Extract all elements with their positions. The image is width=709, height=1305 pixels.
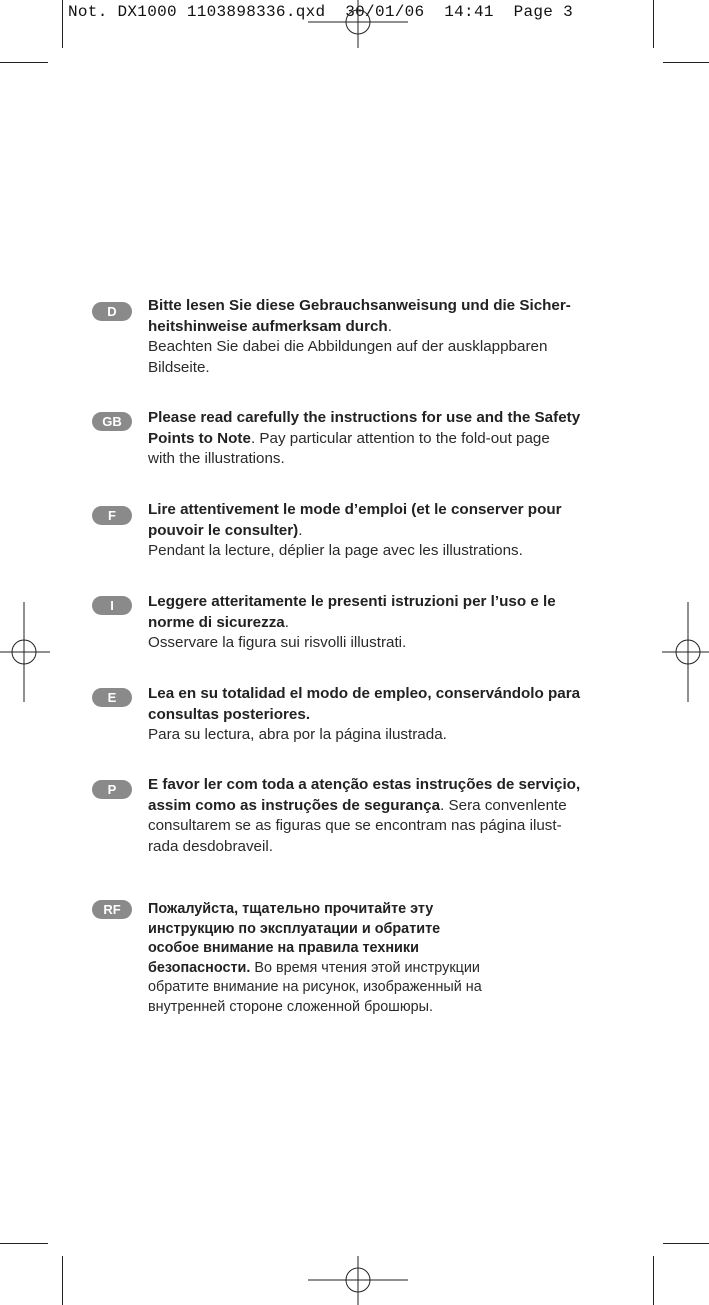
text-tail: . xyxy=(387,317,392,335)
instruction-text xyxy=(148,296,618,378)
bold-line: Lea en su totalidad el modo de empleo, conservándolo para xyxy=(148,685,581,702)
instruction-text xyxy=(148,592,618,654)
bold-line: consultas posteriores. xyxy=(148,705,311,723)
text-tail: . xyxy=(284,613,289,631)
bold-line: безопасности. xyxy=(148,959,251,976)
text-line: rada desdobraveil. xyxy=(148,837,273,855)
bold-line: E favor ler com toda a atenção estas instruções de serviçio, xyxy=(148,776,581,793)
bold-line: инструкцию по эксплуатации и обратите xyxy=(148,920,441,937)
text-line: consultarem se as figuras que se encontram nas página ilust- xyxy=(148,817,562,834)
bold-line: norme di sicurezza xyxy=(148,613,285,631)
crop-mark xyxy=(0,62,48,63)
bold-line: Leggere atteritamente le presenti istruzioni per l’uso e le xyxy=(148,593,556,610)
crop-mark xyxy=(653,0,654,48)
bold-line: особое внимание на правила техники xyxy=(148,940,419,956)
text-line: Beachten Sie dabei die Abbildungen auf der ausklappbaren xyxy=(148,338,548,355)
language-badge: E xyxy=(92,688,132,707)
text-line: Osservare la figura sui risvolli illustrati. xyxy=(148,634,407,651)
crop-mark xyxy=(62,1256,63,1305)
crop-mark xyxy=(0,1243,48,1244)
instruction-text xyxy=(148,900,618,1017)
language-badge: F xyxy=(92,506,132,525)
instruction-text xyxy=(148,408,618,470)
registration-mark-left xyxy=(0,602,50,702)
crop-mark xyxy=(663,62,709,63)
instruction-text xyxy=(148,500,618,562)
bold-line: Please read carefully the instructions for use and the Safety xyxy=(148,409,581,426)
language-badge: P xyxy=(92,780,132,799)
bold-line: heitshinweise aufmerksam durch xyxy=(148,317,388,335)
language-badge: I xyxy=(92,596,132,615)
bold-line: assim como as instruções de segurança xyxy=(148,796,441,814)
registration-mark-right xyxy=(662,602,709,702)
crop-mark xyxy=(653,1256,654,1305)
instruction-text xyxy=(148,775,618,857)
language-badge: GB xyxy=(92,412,132,431)
bold-line: Points to Note xyxy=(148,429,251,447)
bold-line: Bitte lesen Sie diese Gebrauchsanweisung und die Sicher- xyxy=(148,297,571,314)
bold-line: Пожалуйста, тщательно прочитайте эту xyxy=(148,901,434,917)
text-line: Pendant la lecture, déplier la page avec les illustrations. xyxy=(148,542,523,559)
crop-mark xyxy=(62,0,63,48)
text-line: обратите внимание на рисунок, изображенный на xyxy=(148,979,482,995)
language-badge: D xyxy=(92,302,132,321)
text-tail: . Pay particular attention to the fold-out page xyxy=(250,429,550,447)
bold-line: Lire attentivement le mode d’emploi (et le conserver pour xyxy=(148,501,562,518)
text-line: with the illustrations. xyxy=(148,450,285,467)
instruction-text xyxy=(148,684,618,746)
text-line: Para su lectura, abra por la página ilustrada. xyxy=(148,726,447,743)
text-line: Bildseite. xyxy=(148,358,210,376)
text-tail: . xyxy=(298,521,303,539)
text-tail: . Sera convenlente xyxy=(440,796,567,814)
bold-line: pouvoir le consulter) xyxy=(148,521,299,539)
language-badge: RF xyxy=(92,900,132,919)
text-tail: Во время чтения этой инструкции xyxy=(250,959,480,976)
registration-mark-top xyxy=(308,0,408,50)
crop-mark xyxy=(663,1243,709,1244)
registration-mark-bottom xyxy=(308,1256,408,1305)
file-header-slug: Not. DX1000 1103898336.qxd 30/01/06 14:41 Page 3 xyxy=(68,3,573,21)
text-line: внутренней стороне сложенной брошюры. xyxy=(148,998,433,1015)
